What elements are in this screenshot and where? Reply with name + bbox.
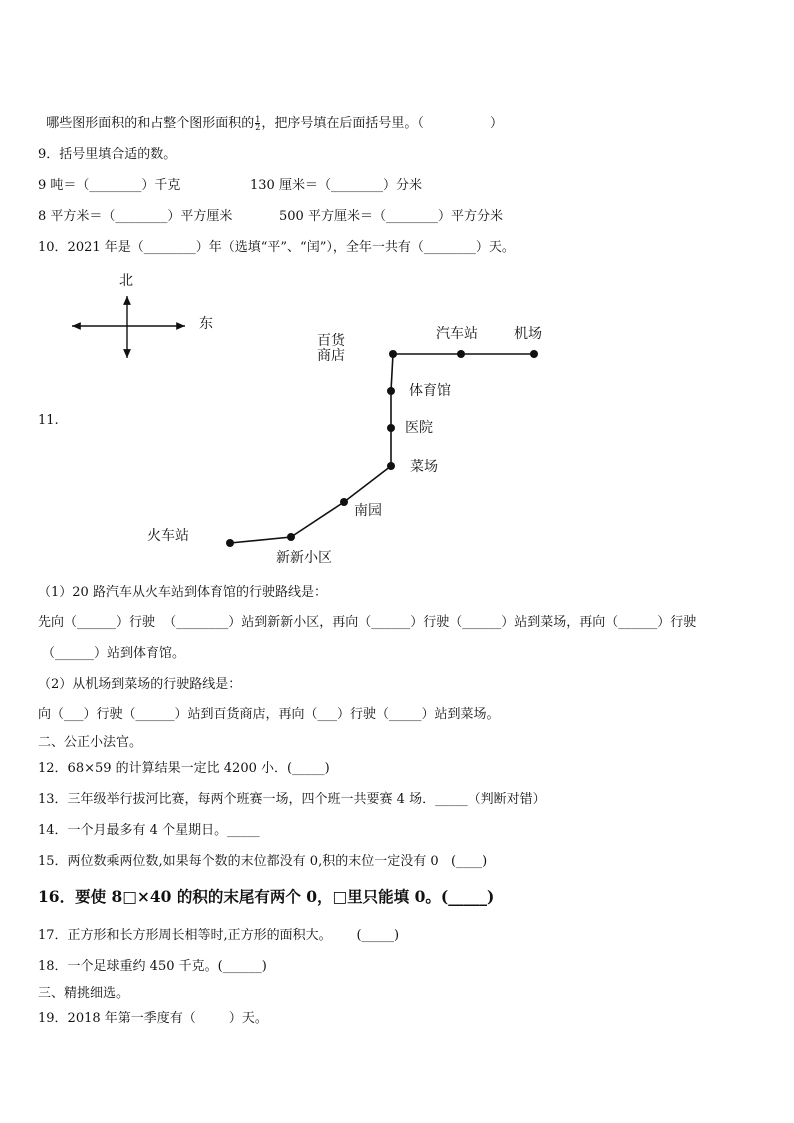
q8-tail-line <box>38 97 503 133</box>
label-nanyuan: 南园 <box>354 503 382 519</box>
station-dot-nanyuan <box>340 498 348 506</box>
station-dot-airport <box>530 350 538 358</box>
q10-text: 10．2021 年是（________）年（选填“平”、“闰”），全年一共有（________）天。 <box>38 240 515 255</box>
compass-icon <box>72 296 185 358</box>
compass-east-label: 东 <box>199 316 213 332</box>
q9-item-a: 9 吨＝（________）千克 <box>38 178 181 193</box>
label-dept-store-1: 百货 <box>317 333 345 349</box>
q17-text: 17．正方形和长方形周长相等时,正方形的面积大。 (_____) <box>38 928 400 943</box>
q11-number: 11. <box>38 413 59 428</box>
q11-sub1-title: （1）20 路汽车从火车站到体育馆的行驶路线是： <box>38 585 327 600</box>
q8-text-after: ，把序号填在后面括号里。（ ） <box>261 116 503 131</box>
q9-item-c: 8 平方米＝（________）平方厘米 <box>38 209 233 224</box>
q9-item-d: 500 平方厘米＝（________）平方分米 <box>279 209 503 224</box>
q13-text: 13．三年级举行拔河比赛，每两个班赛一场，四个班一共要赛 4 场．_____（判断对错） <box>38 792 546 807</box>
q18-text: 18．一个足球重约 450 千克。(______) <box>38 959 267 974</box>
label-caichang: 菜场 <box>410 459 438 475</box>
route-line <box>230 354 534 543</box>
station-dot-hospital <box>387 424 395 432</box>
label-xinxin: 新新小区 <box>276 550 332 566</box>
q15-text: 15．两位数乘两位数,如果每个数的末位都没有 0,积的末位一定没有 0 (____) <box>38 854 488 869</box>
q8-text-before: 哪些图形面积的和占整个图形面积的 <box>46 116 255 131</box>
station-dot-bus <box>457 350 465 358</box>
q19-text: 19．2018 年第一季度有（ ）天。 <box>38 1011 268 1026</box>
q16-text: 16．要使 8□×40 的积的末尾有两个 0，□里只能填 0。(_____) <box>38 887 495 906</box>
q14-text: 14．一个月最多有 4 个星期日。_____ <box>38 823 260 838</box>
station-dot-dept-store <box>389 350 397 358</box>
section-3-heading: 三、精挑细选。 <box>38 986 130 1001</box>
station-dots <box>226 350 538 547</box>
q11-sub1-line2: （______）站到体育馆。 <box>42 646 186 661</box>
station-dot-caichang <box>387 462 395 470</box>
q11-sub1-line1: 先向（______）行驶 （________）站到新新小区，再向（______）行驶（______）站到菜场，再向（______）行驶 <box>38 615 697 630</box>
station-dot-train <box>226 539 234 547</box>
label-airport: 机场 <box>514 326 542 342</box>
label-bus-station: 汽车站 <box>436 326 478 342</box>
q12-text: 12．68×59 的计算结果一定比 4200 小．(_____) <box>38 761 330 776</box>
q9-item-b: 130 厘米＝（________）分米 <box>250 178 422 193</box>
station-dot-xinxin <box>287 533 295 541</box>
label-train-station: 火车站 <box>147 528 189 544</box>
label-hospital: 医院 <box>405 420 433 436</box>
q11-sub2-line1: 向（___）行驶（______）站到百货商店，再向（___）行驶（_____）站到菜场。 <box>38 707 500 722</box>
station-dot-gym <box>387 387 395 395</box>
q11-sub2-title: （2）从机场到菜场的行驶路线是： <box>38 677 242 692</box>
compass-north-label: 北 <box>119 273 133 289</box>
fraction-one-half: $\frac{1}{2}$ <box>255 115 261 132</box>
q9-title: 9．括号里填合适的数。 <box>38 147 177 162</box>
section-2-heading: 二、公正小法官。 <box>38 735 143 750</box>
label-dept-store-2: 商店 <box>317 348 345 364</box>
label-gym: 体育馆 <box>409 383 451 399</box>
